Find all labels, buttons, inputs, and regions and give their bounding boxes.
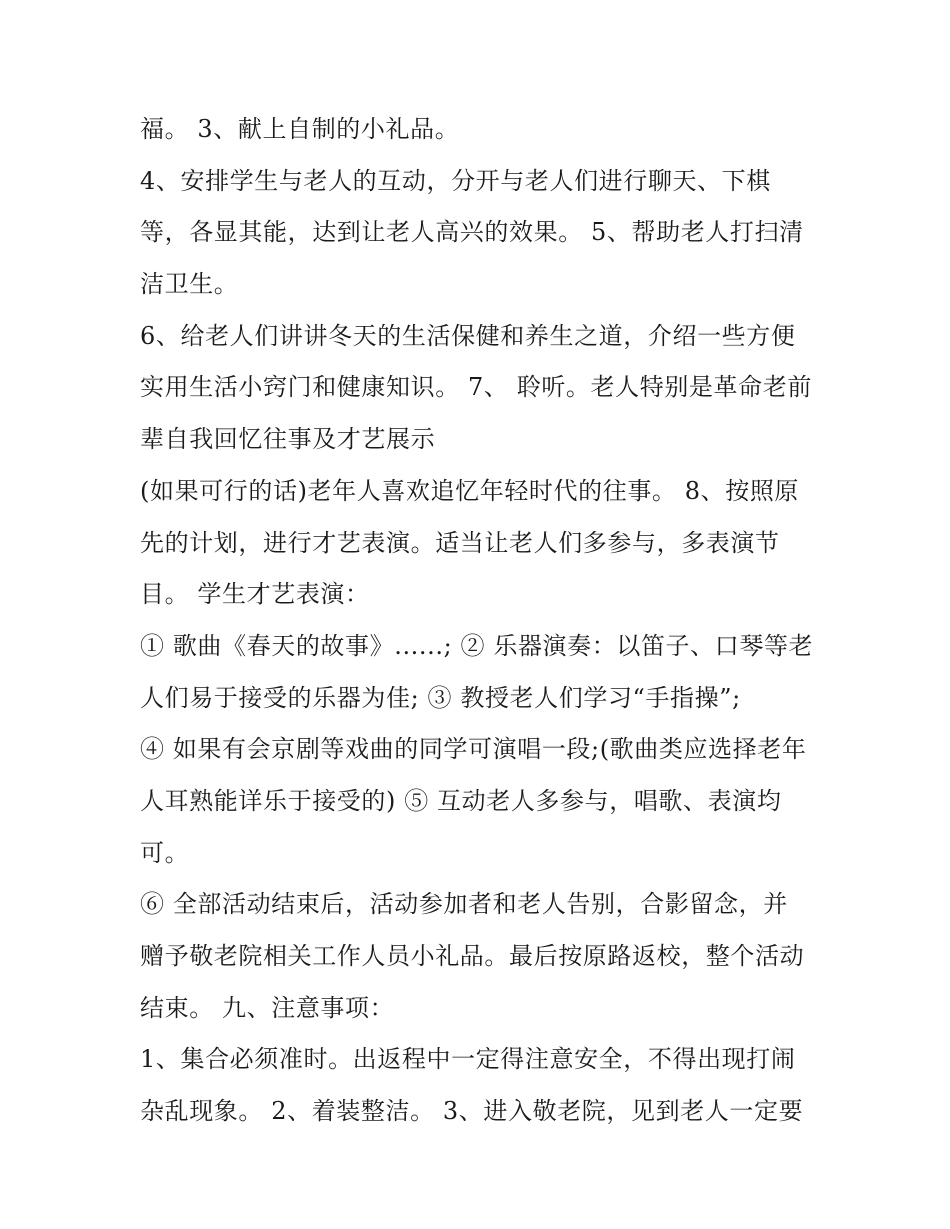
text-line: 赠予敬老院相关工作人员小礼品。最后按原路返校，整个活动 [140,942,805,970]
text-line: 等，各显其能，达到让老人高兴的效果。 5、帮助老人打扫清 [140,218,804,247]
text-line: 杂乱现象。 2、着装整洁。 3、进入敬老院，见到老人一定要 [140,1097,804,1126]
text-line: 人们易于接受的乐器为佳; ③ 教授老人们学习“手指操”; [140,683,741,712]
text-line: 6、给老人们讲讲冬天的生活保健和养生之道，介绍一些方便 [140,321,796,350]
text-line: 1、集合必须准时。出返程中一定得注意安全，不得出现打闹 [140,1045,796,1074]
text-line: 4、安排学生与老人的互动，分开与老人们进行聊天、下棋 [140,166,771,195]
text-line: ④ 如果有会京剧等戏曲的同学可演唱一段;(歌曲类应选择老年 [140,735,807,764]
text-line: 目。 学生才艺表演： [140,580,370,609]
text-line: 辈自我回忆往事及才艺展示 [140,425,436,454]
text-line: ① 歌曲《春天的故事》......; ② 乐器演奏：以笛子、口琴等老 [140,631,814,660]
text-line: ⑥ 全部活动结束后，活动参加者和老人告别，合影留念，并 [140,890,788,919]
text-line: 福。 3、献上自制的小礼品。 [140,115,460,143]
document-body [140,107,830,1141]
text-line: (如果可行的话)老年人喜欢追忆年轻时代的往事。 8、按照原 [140,476,800,505]
text-line: 结束。 九、注意事项： [140,993,395,1022]
text-line: 先的计划，进行才艺表演。适当让老人们多参与，多表演节 [140,528,780,557]
text-line: 洁卫生。 [140,270,239,299]
text-line: 可。 [140,838,190,867]
text-line: 人耳熟能详乐于接受的) ⑤ 互动老人多参与，唱歌、表演均 [140,786,782,815]
text-line: 实用生活小窍门和健康知识。 7、 聆听。老人特别是革命老前 [140,373,812,402]
